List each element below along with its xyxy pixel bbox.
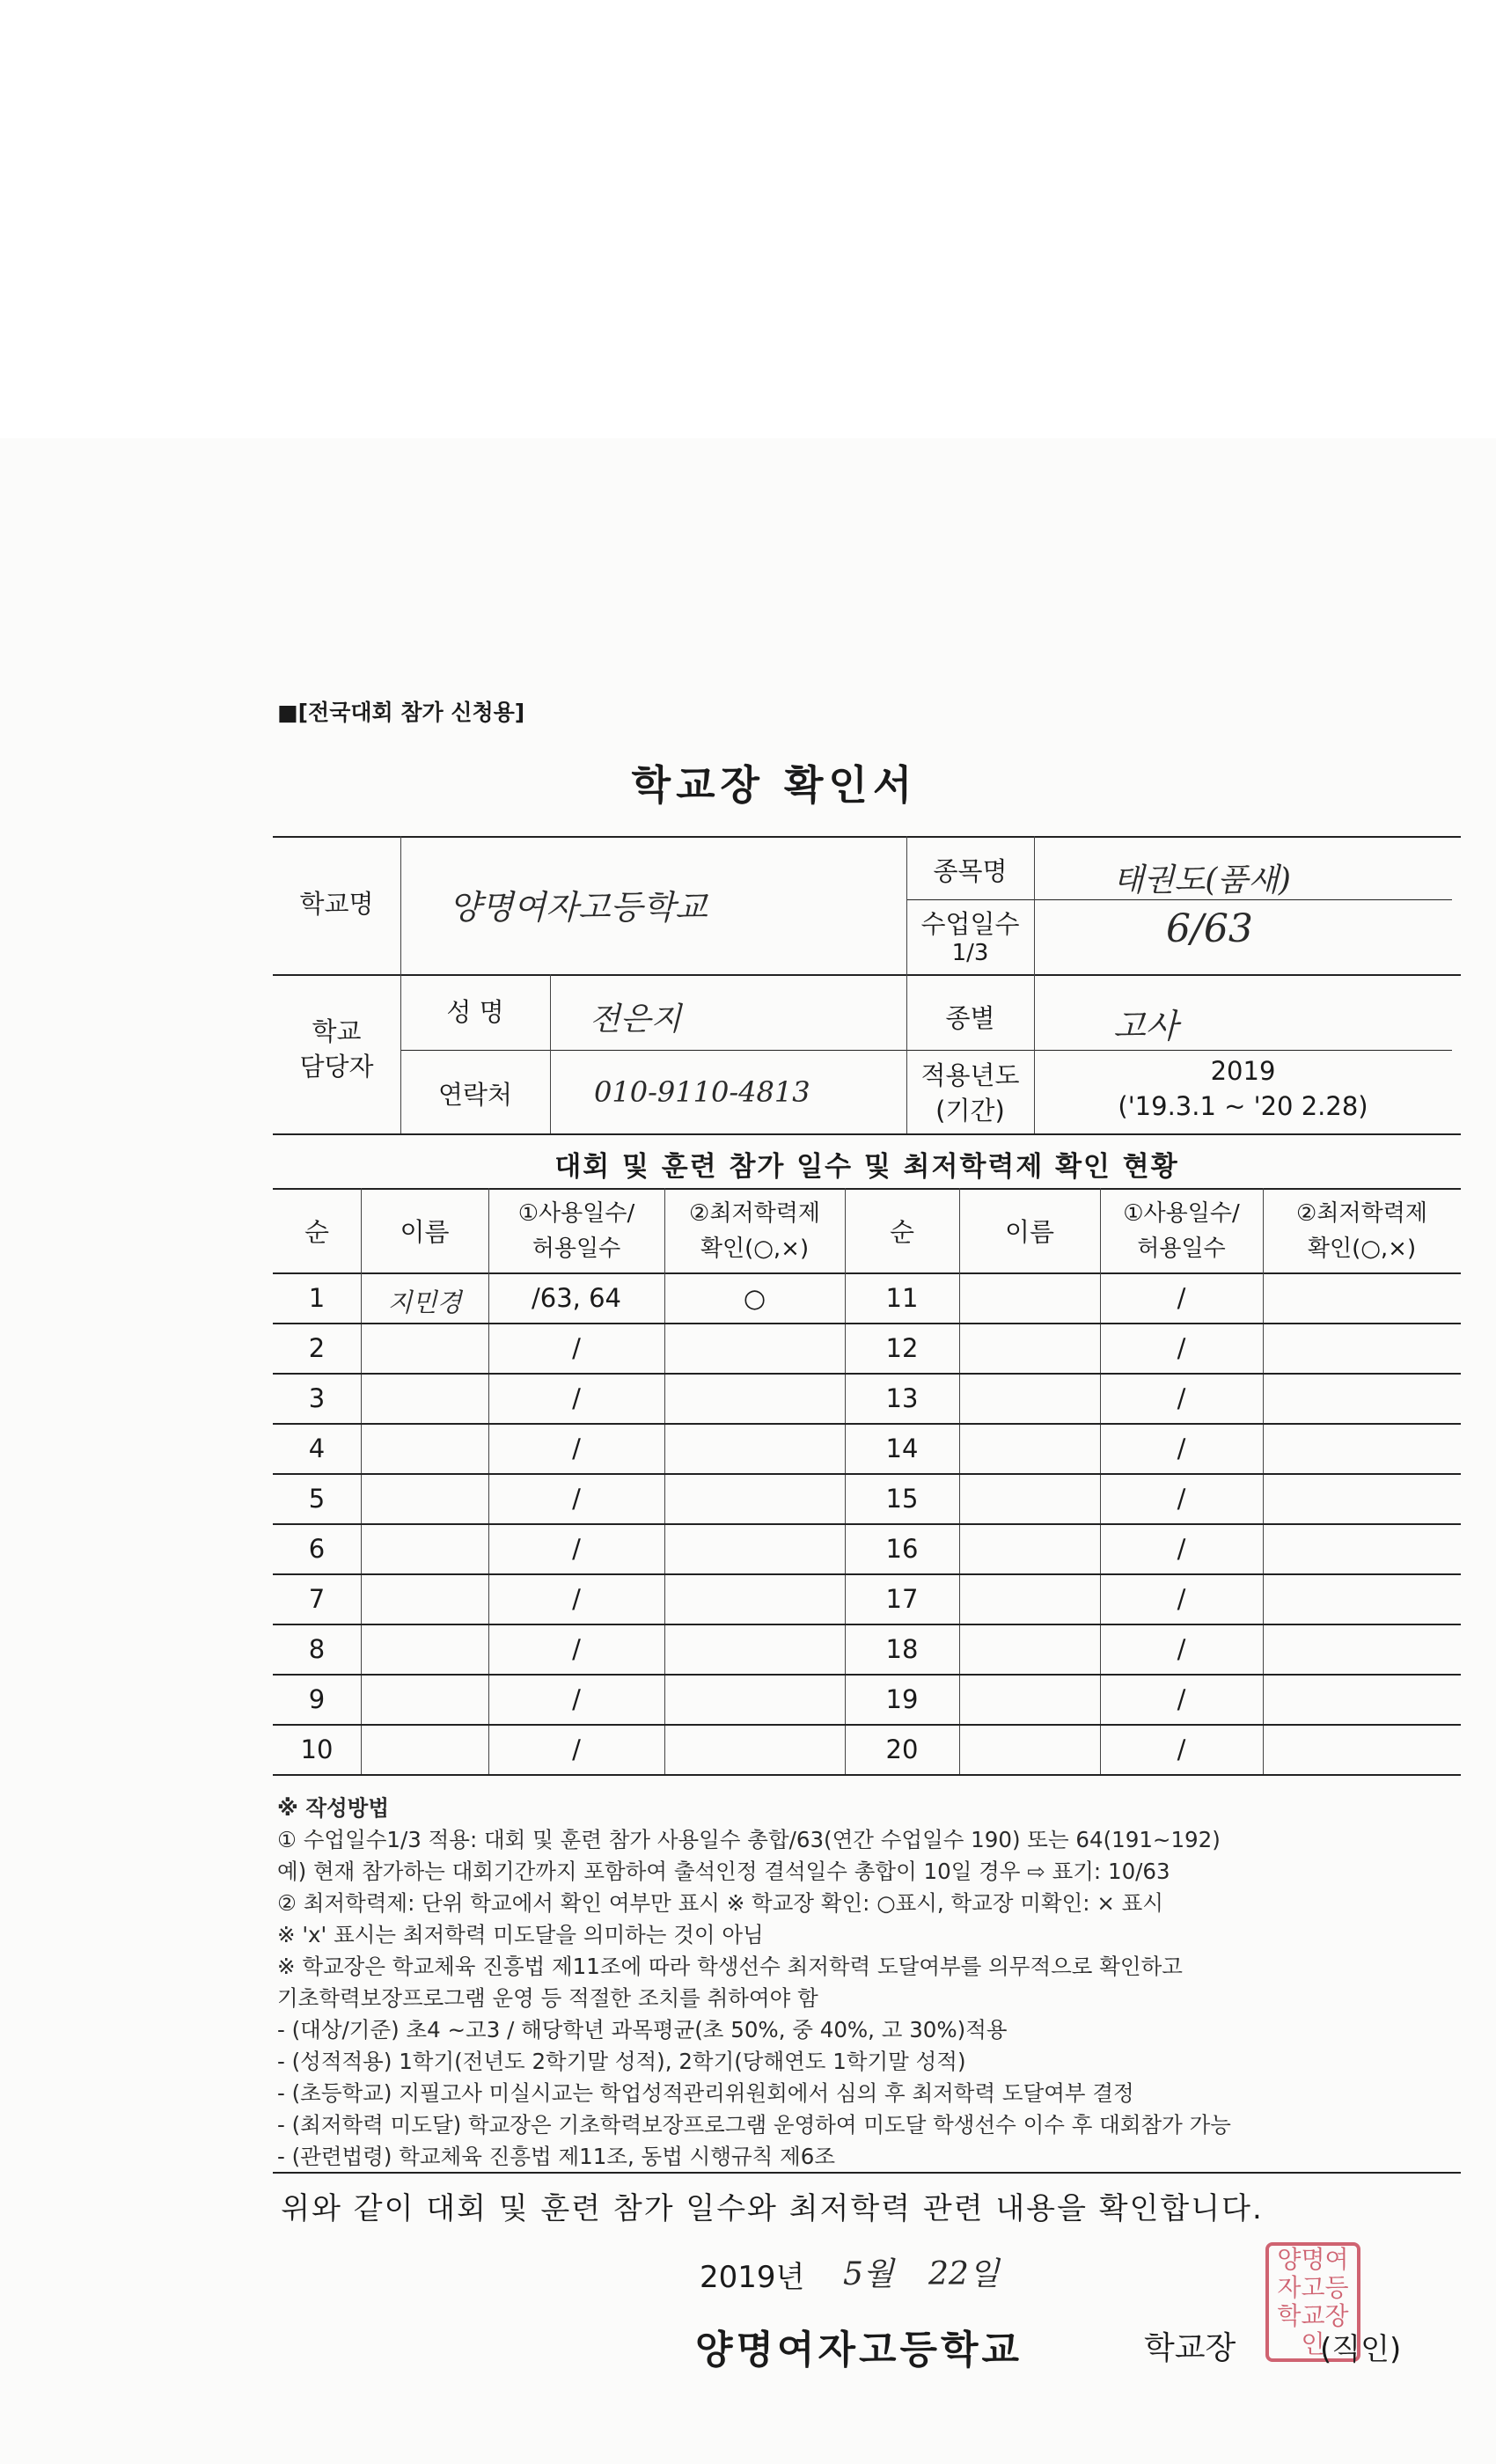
note-line: ※ 학교장은 학교체육 진흥법 제11조에 따라 학생선수 최저학력 도달여부를 의무적으로 확인하고	[277, 1954, 1183, 1979]
status-row-line	[273, 1624, 1461, 1625]
status-row-line	[273, 1774, 1461, 1776]
form-tag: ■[전국대회 참가 신청용]	[277, 700, 525, 725]
name-value: 전은지	[590, 1001, 682, 1038]
note-line: ※ 'x' 표시는 최저학력 미도달을 의미하는 것이 아님	[277, 1922, 764, 1947]
note-line: 기초학력보장프로그램 운영 등 적절한 조치를 취하여야 함	[277, 1985, 818, 2011]
status-right-days-cell: /	[1177, 1484, 1186, 1514]
status-title: 대회 및 훈련 참가 일수 및 최저학력제 확인 현황	[554, 1151, 1179, 1183]
days-label-2: 1/3	[951, 940, 989, 966]
status-left-days-cell: /	[572, 1383, 581, 1413]
status-right-no-cell: 17	[885, 1584, 919, 1614]
status-right-no-cell: 11	[885, 1283, 919, 1313]
col-header-min-left-1: ②최저학력제	[689, 1200, 820, 1227]
status-right-no-cell: 13	[885, 1383, 919, 1413]
info-table-top-line	[273, 836, 1461, 838]
year-label-2: (기간)	[935, 1096, 1005, 1126]
col-header-min-left-2: 확인(○,×)	[700, 1236, 810, 1262]
status-right-days-cell: /	[1177, 1283, 1186, 1313]
info-line-3	[273, 974, 1461, 976]
page-title: 학교장 확인서	[631, 761, 918, 809]
principal-label: 학교장	[1144, 2330, 1236, 2366]
status-row-line	[273, 1323, 1461, 1324]
status-left-no-cell: 4	[308, 1434, 326, 1463]
days-label-1: 수업일수	[920, 909, 1020, 939]
col-header-days-left-2: 허용일수	[532, 1236, 621, 1262]
school-label: 학교명	[299, 889, 374, 919]
status-left-days-cell: /	[572, 1333, 581, 1363]
col-header-days-left-1: ①사용일수/	[517, 1200, 635, 1227]
col-header-min-right-1: ②최저학력제	[1296, 1200, 1427, 1227]
status-right-days-cell: /	[1177, 1634, 1186, 1664]
manager-label-2: 담당자	[299, 1052, 374, 1082]
status-right-no-cell: 19	[885, 1684, 919, 1714]
seal-note: (직인)	[1320, 2332, 1402, 2367]
note-line: ① 수업일수1/3 적용: 대회 및 훈련 참가 사용일수 총합/63(연간 수업일수 190) 또는 64(191~192)	[277, 1827, 1221, 1852]
year-value: 2019	[1210, 1056, 1276, 1086]
status-left-days-cell: /	[572, 1634, 581, 1664]
date-month: 5월	[843, 2256, 894, 2292]
info-line-4	[400, 1050, 1452, 1051]
note-line: - (관련법령) 학교체육 진흥법 제11조, 동법 시행규칙 제6조	[277, 2144, 836, 2169]
note-line: - (초등학교) 지필고사 미실시교는 학업성적관리위원회에서 심의 후 최저학력 도달여부 결정	[277, 2080, 1134, 2106]
official-seal-stamp: 양명여자고등학교장인	[1265, 2242, 1360, 2362]
status-left-no-cell: 2	[308, 1333, 326, 1363]
school-value: 양명여자고등학교	[449, 888, 708, 927]
sport-value: 태권도(품새)	[1113, 862, 1291, 898]
status-vline	[361, 1188, 362, 1774]
info-vline-2	[550, 974, 551, 1133]
status-right-days-cell: /	[1177, 1584, 1186, 1614]
note-line: - (최저학력 미도달) 학교장은 기초학력보장프로그램 운영하여 미도달 학생선수 이수 후 대회참가 가능	[277, 2112, 1231, 2138]
contact-label: 연락처	[437, 1080, 513, 1110]
status-left-days-cell: /	[572, 1734, 581, 1764]
status-right-no-cell: 15	[885, 1484, 919, 1514]
status-left-no-cell: 9	[308, 1684, 326, 1714]
status-right-days-cell: /	[1177, 1534, 1186, 1564]
status-left-check-cell: ○	[743, 1283, 766, 1313]
col-header-no-left: 순	[304, 1217, 329, 1247]
status-right-days-cell: /	[1177, 1434, 1186, 1463]
status-vline	[1263, 1188, 1264, 1774]
year-label-1: 적용년도	[920, 1060, 1020, 1090]
status-left-name-cell: 지민경	[387, 1287, 462, 1317]
status-left-no-cell: 8	[308, 1634, 326, 1664]
status-left-days-cell: /	[572, 1584, 581, 1614]
status-row-line	[273, 1473, 1461, 1475]
status-row-line	[273, 1373, 1461, 1375]
note-line: - (대상/기준) 초4 ~고3 / 해당학년 과목평균(초 50%, 중 40%, 고 30%)적용	[277, 2017, 1008, 2042]
date-day: 22일	[928, 2256, 1000, 2292]
date-year: 2019년	[700, 2260, 805, 2295]
info-vline-4	[1034, 836, 1035, 1133]
status-left-no-cell: 10	[300, 1734, 334, 1764]
status-table-top-line	[273, 1188, 1461, 1190]
status-right-no-cell: 12	[885, 1333, 919, 1363]
status-right-days-cell: /	[1177, 1333, 1186, 1363]
status-right-days-cell: /	[1177, 1734, 1186, 1764]
notes-heading: ※ 작성방법	[277, 1795, 390, 1821]
note-line: - (성적적용) 1학기(전년도 2학기말 성적), 2학기(당해연도 1학기말 성적)	[277, 2049, 966, 2074]
status-vline	[959, 1188, 960, 1774]
school-name-signature: 양명여자고등학교	[695, 2328, 1023, 2372]
status-left-days-cell: /	[572, 1684, 581, 1714]
status-left-no-cell: 3	[308, 1383, 326, 1413]
status-row-line	[273, 1674, 1461, 1676]
notes-bottom-line	[273, 2172, 1461, 2174]
status-row-line	[273, 1423, 1461, 1425]
status-right-days-cell: /	[1177, 1383, 1186, 1413]
status-header-line	[273, 1272, 1461, 1274]
status-left-days-cell: /	[572, 1434, 581, 1463]
status-right-no-cell: 14	[885, 1434, 919, 1463]
col-header-days-right-1: ①사용일수/	[1123, 1200, 1240, 1227]
status-right-days-cell: /	[1177, 1684, 1186, 1714]
status-left-no-cell: 5	[308, 1484, 326, 1514]
info-table-bottom-line	[273, 1133, 1461, 1135]
status-vline	[664, 1188, 665, 1774]
status-left-no-cell: 7	[308, 1584, 326, 1614]
confirm-statement: 위와 같이 대회 및 훈련 참가 일수와 최저학력 관련 내용을 확인합니다.	[281, 2191, 1264, 2226]
col-header-name-left: 이름	[400, 1217, 450, 1247]
status-left-days-cell: /	[572, 1534, 581, 1564]
status-left-days-cell: /63, 64	[531, 1283, 621, 1313]
status-right-no-cell: 20	[885, 1734, 919, 1764]
col-header-days-right-2: 허용일수	[1137, 1236, 1226, 1262]
col-header-min-right-2: 확인(○,×)	[1307, 1236, 1417, 1262]
status-row-line	[273, 1573, 1461, 1575]
status-left-no-cell: 1	[308, 1283, 326, 1313]
status-row-line	[273, 1724, 1461, 1726]
col-header-no-right: 순	[889, 1217, 914, 1247]
status-row-line	[273, 1523, 1461, 1525]
type-label: 종별	[945, 1003, 995, 1033]
period-value: ('19.3.1 ~ '20 2.28)	[1118, 1091, 1368, 1121]
col-header-name-right: 이름	[1004, 1217, 1055, 1247]
note-line: 예) 현재 참가하는 대회기간까지 포함하여 출석인정 결석일수 총합이 10일 경우 ⇨ 표기: 10/63	[277, 1859, 1170, 1884]
status-right-no-cell: 16	[885, 1534, 919, 1564]
name-label: 성 명	[446, 997, 504, 1027]
type-value: 고사	[1113, 1007, 1178, 1045]
status-left-no-cell: 6	[308, 1534, 326, 1564]
days-value: 6/63	[1166, 906, 1253, 951]
note-line: ② 최저학력제: 단위 학교에서 확인 여부만 표시 ※ 학교장 확인: ○표시, 학교장 미확인: × 표시	[277, 1890, 1163, 1916]
status-right-no-cell: 18	[885, 1634, 919, 1664]
manager-label-1: 학교	[312, 1016, 362, 1046]
status-left-days-cell: /	[572, 1484, 581, 1514]
sport-label: 종목명	[933, 856, 1008, 886]
contact-value: 010-9110-4813	[594, 1075, 810, 1109]
